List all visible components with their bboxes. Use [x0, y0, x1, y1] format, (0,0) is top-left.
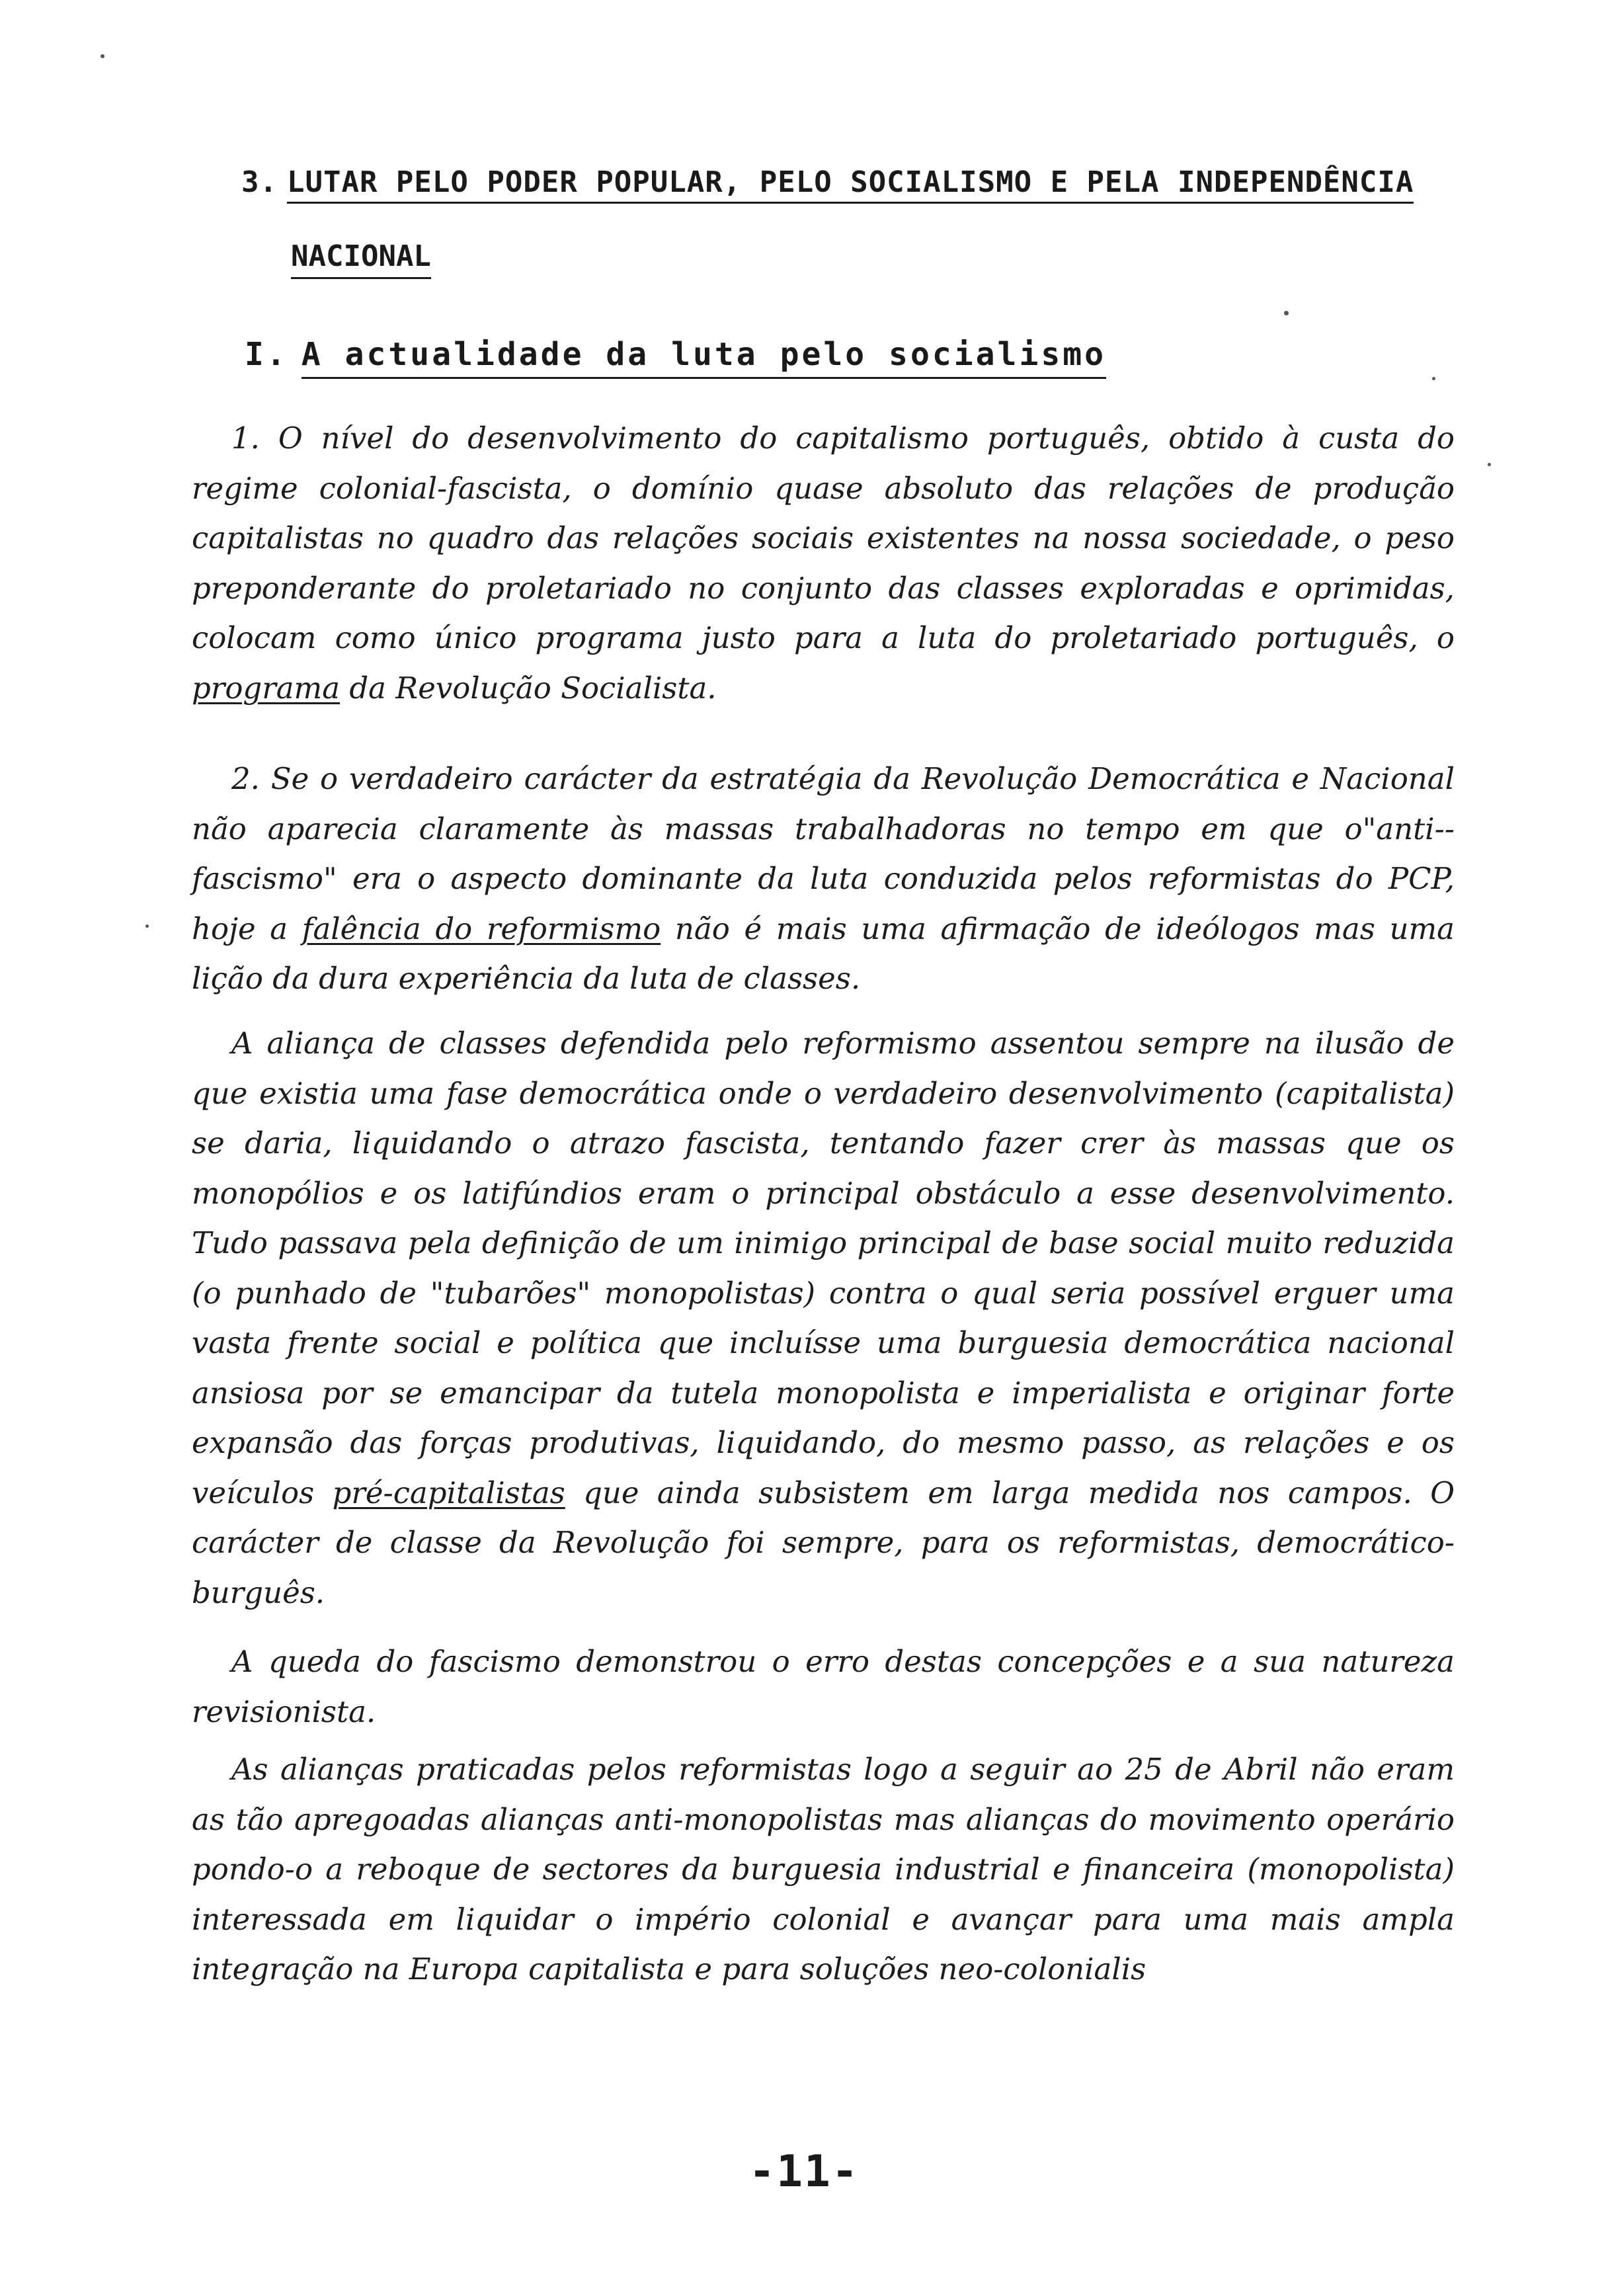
subsection-title: A actualidade da luta pelo socialismo [302, 336, 1106, 379]
paragraph-text: 2. Se o verdadeiro carácter da estratégia da Revolução Democrática e Nacional não aparecia claramente às massas trabalhadoras no tempo em que o"anti--fascismo" era o aspecto dominante da luta conduzida pelos reformistas do PCP, hoje a [192, 761, 1455, 946]
paragraph-5 [192, 1744, 1455, 1994]
paragraph-2 [192, 754, 1455, 1004]
paragraph-text: A queda do fascismo demonstrou o erro destas concepções e a sua natureza revisionista. [192, 1644, 1455, 1729]
paragraph-text: 1. O nível do desenvolvimento do capitalismo português, obtido à custa do regime colonial-fascista, o domínio quase absoluto das relações de produção capitalistas no quadro das relações sociais existentes na nossa sociedade, o peso preponderante do proletariado no conjunto das classes exploradas e oprimidas, colocam como único programa justo para a luta do proletariado português, o [192, 421, 1455, 655]
section-number: 3. [241, 165, 278, 199]
underlined-term: pré-capitalistas [332, 1475, 565, 1510]
paragraph-text: As alianças praticadas pelos reformistas logo a seguir ao 25 de Abril não eram as tão apregoadas alianças anti-monopolistas mas alianças do movimento operário pondo-o a reboque de sectores da burguesia industrial e financeira (monopolista) interessada em liquidar o império colonial e avançar para uma mais ampla integração na Europa capitalista e para soluções neo-colonialis [192, 1752, 1455, 1987]
paragraph-3 [192, 1018, 1455, 1618]
scan-speck [100, 54, 104, 58]
paragraph-text: A aliança de classes defendida pelo reformismo assentou sempre na ilusão de que existia uma fase democrática onde o verdadeiro desenvolvimento (capitalista) se daria, liquidando o atrazo fascista, tentando fazer crer às massas que os monopólios e os latifúndios eram o principal obstáculo a esse desenvolvimento. Tudo passava pela definição de um inimigo principal de base social muito reduzida (o punhado de "tubarões" monopolistas) contra o qual seria possível erguer uma vasta frente social e política que incluísse uma burguesia democrática nacional ansiosa por se emancipar da tutela monopolista e imperialista e originar forte expansão das forças produtivas, liquidando, do mesmo passo, as relações e os veículos [192, 1026, 1455, 1510]
underlined-term: falência do reformismo [302, 911, 661, 946]
paragraph-text: não é mais uma afirmação de ideólogos mas uma lição da dura experiência da luta de classes. [192, 911, 1455, 996]
section-heading [241, 165, 1414, 199]
paragraph-text: que ainda subsistem em larga medida nos campos. O carácter de classe da Revolução foi sempre, para os reformistas, democrático-burguês. [192, 1475, 1455, 1610]
scan-speck [1432, 377, 1435, 380]
subsection-heading [245, 336, 1106, 373]
paragraph-4 [192, 1637, 1455, 1737]
scan-speck [1488, 463, 1491, 466]
scan-speck [145, 924, 149, 928]
paragraph-text: da Revolução Socialista. [340, 670, 717, 706]
section-heading-continued [291, 239, 431, 273]
scan-speck [1284, 311, 1289, 315]
section-title-line1: LUTAR PELO PODER POPULAR, PELO SOCIALISMO E PELA INDEPENDÊNCIA [287, 165, 1414, 204]
underlined-term: programa [192, 670, 341, 706]
paragraph-1 [192, 413, 1455, 713]
section-title-line2: NACIONAL [291, 239, 431, 279]
page-number: -11- [748, 2146, 860, 2197]
subsection-number: I. [245, 336, 288, 373]
